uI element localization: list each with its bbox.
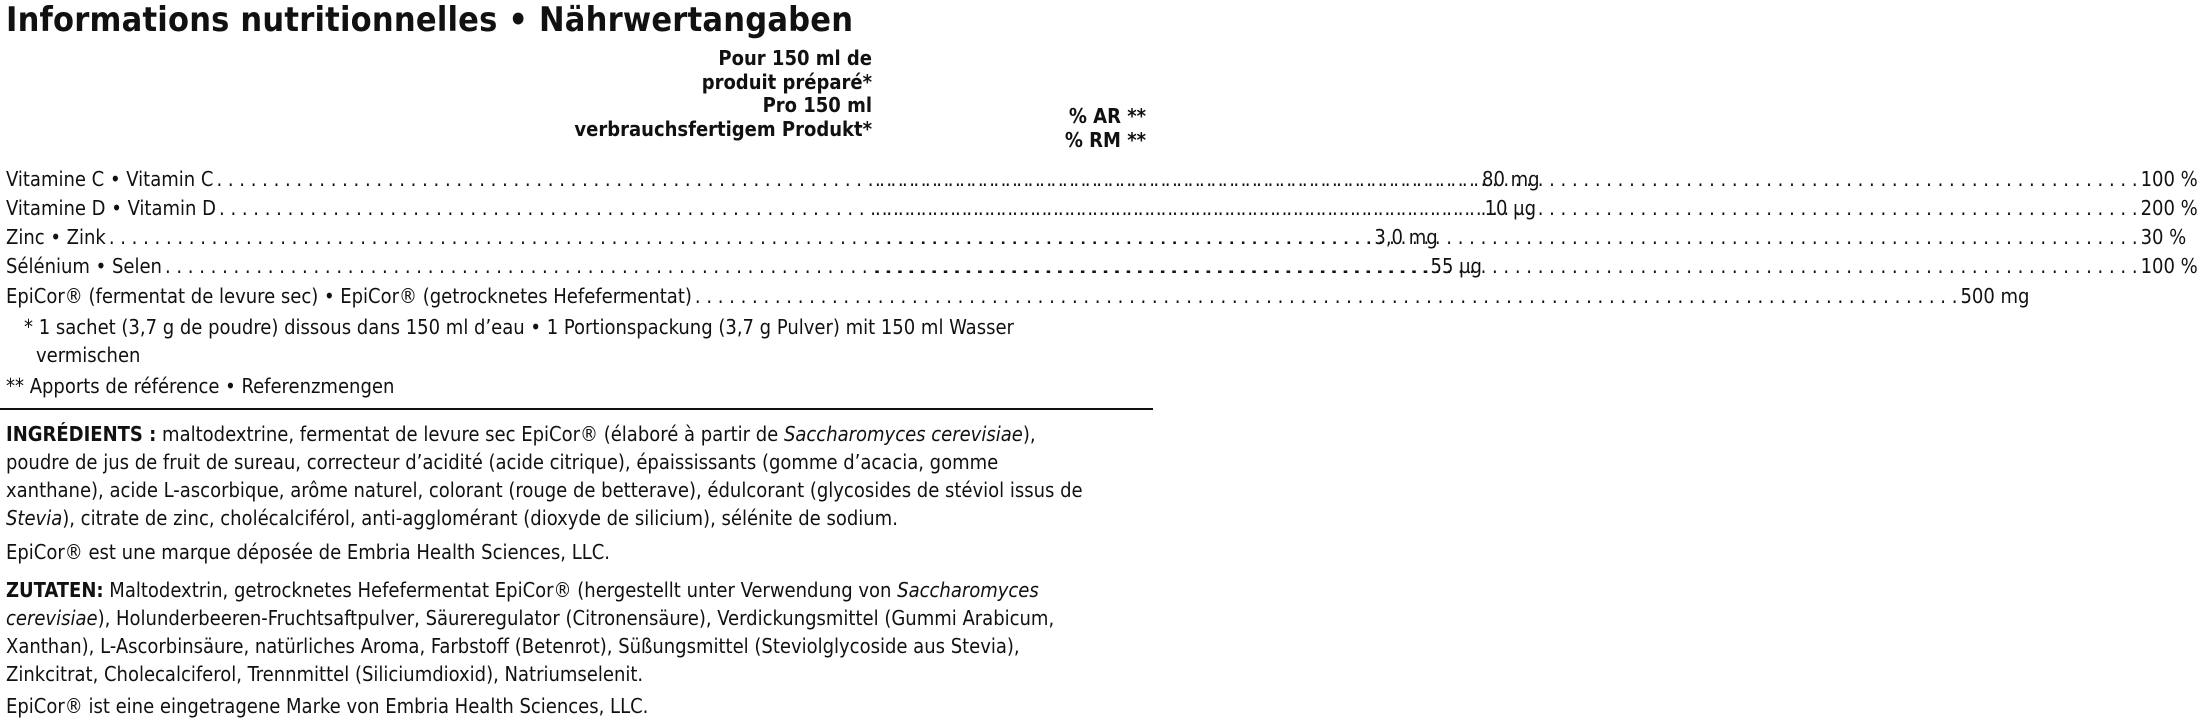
dot-leader [875, 252, 2138, 280]
ingredients-fr [6, 420, 1152, 532]
nutrient-amount: 55 µg [1430, 254, 1482, 278]
divider [0, 408, 1153, 410]
trademark-fr: EpiCor® est une marque déposée de Embria Health Sciences, LLC. [6, 540, 611, 564]
ingredients-italic: Saccharomyces [897, 578, 1039, 602]
amount-header-line: Pour 150 ml de [718, 46, 872, 70]
nutrient-amount: 80 mg [1482, 167, 1540, 191]
nutrient-amount: 3,0 mg [1374, 225, 1438, 249]
nutrient-amount: 500 mg [1960, 284, 2030, 308]
amount-header-line: Pro 150 ml [762, 93, 872, 118]
dot-leader [875, 194, 2138, 222]
ingredients-italic: cerevisiae [6, 606, 98, 630]
page-title: Informations nutritionnelles • Nährwertangaben [6, 0, 854, 40]
ingredients-text: ), [1022, 422, 1036, 446]
dot-leader [875, 165, 2138, 193]
dot-leader [875, 223, 2138, 251]
ingredients-line: poudre de jus de fruit de sureau, correcteur d’acidité (acide citrique), épaississants (gomme d’acacia, gomme [6, 450, 999, 474]
ingredients-italic: Stevia [6, 506, 63, 530]
percent-header-line: % AR ** [1068, 104, 1146, 128]
ingredients-line [6, 576, 1152, 604]
nutrient-name: EpiCor® (fermentat de levure sec) • EpiCor® (getrocknetes Hefefermentat) [6, 284, 692, 308]
amount-header-line: verbrauchsfertigem Produkt* [574, 116, 872, 141]
footnote-serving-continued: vermischen [36, 343, 141, 367]
nutrient-percent: 100 % [2140, 167, 2198, 191]
amount-header-line: produit préparé* [701, 69, 872, 94]
nutrient-row [6, 223, 2187, 251]
nutrient-percent: 100 % [2140, 254, 2198, 278]
footnote-reference: ** Apports de référence • Referenzmengen [6, 374, 395, 398]
ingredients-line [6, 504, 1152, 532]
epicor-row [6, 282, 2030, 310]
ingredients-line [6, 604, 1152, 632]
nutrient-row [6, 194, 2198, 222]
percent-column-header [1065, 105, 1146, 152]
nutrient-row [6, 165, 2198, 193]
amount-column-header [574, 47, 872, 141]
ingredients-italic: Saccharomyces cerevisiae [783, 422, 1023, 446]
nutrient-name: Zinc • Zink [6, 225, 106, 249]
ingredients-line: Xanthan), L-Ascorbinsäure, natürliches Aroma, Farbstoff (Betenrot), Süßungsmittel (Steviolglycoside aus Stevia), [6, 634, 1020, 658]
ingredients-label: ZUTATEN: [6, 578, 104, 602]
percent-header-line: % RM ** [1064, 127, 1146, 152]
ingredients-line [6, 420, 1152, 448]
ingredients-text: ), citrate de zinc, cholécalciférol, anti-agglomérant (dioxyde de silicium), sélénite de sodium. [62, 506, 898, 530]
nutrient-percent: 200 % [2140, 196, 2198, 220]
ingredients-de [6, 576, 1152, 688]
nutrient-name: Vitamine D • Vitamin D [6, 196, 217, 220]
ingredients-text: maltodextrine, fermentat de levure sec EpiCor® (élaboré à partir de [156, 422, 784, 446]
nutrient-name: Sélénium • Selen [6, 254, 162, 278]
nutrient-name: Vitamine C • Vitamin C [6, 167, 214, 191]
nutrient-percent: 30 % [2140, 225, 2187, 249]
trademark-de: EpiCor® ist eine eingetragene Marke von Embria Health Sciences, LLC. [6, 694, 649, 718]
ingredients-label: INGRÉDIENTS : [6, 422, 157, 446]
footnote-serving: * 1 sachet (3,7 g de poudre) dissous dans 150 ml d’eau • 1 Portionspackung (3,7 g Pulver) mit 150 ml Wasser [24, 315, 1014, 339]
ingredients-line: xanthane), acide L-ascorbique, arôme naturel, colorant (rouge de betterave), édulcorant (glycosides de stéviol issus de [6, 478, 1083, 502]
ingredients-text: Maltodextrin, getrocknetes Hefefermentat EpiCor® (hergestellt unter Verwendung von [103, 578, 898, 602]
ingredients-line: Zinkcitrat, Cholecalciferol, Trennmittel (Siliciumdioxid), Natriumselenit. [6, 662, 644, 686]
nutrient-row [6, 252, 2198, 280]
ingredients-text: ), Holunderbeeren-Fruchtsaftpulver, Säureregulator (Citronensäure), Verdickungsmittel (Gummi Arabicum, [97, 606, 1055, 630]
nutrient-amount: 10 µg [1484, 196, 1537, 220]
dot-leader [695, 282, 1958, 310]
